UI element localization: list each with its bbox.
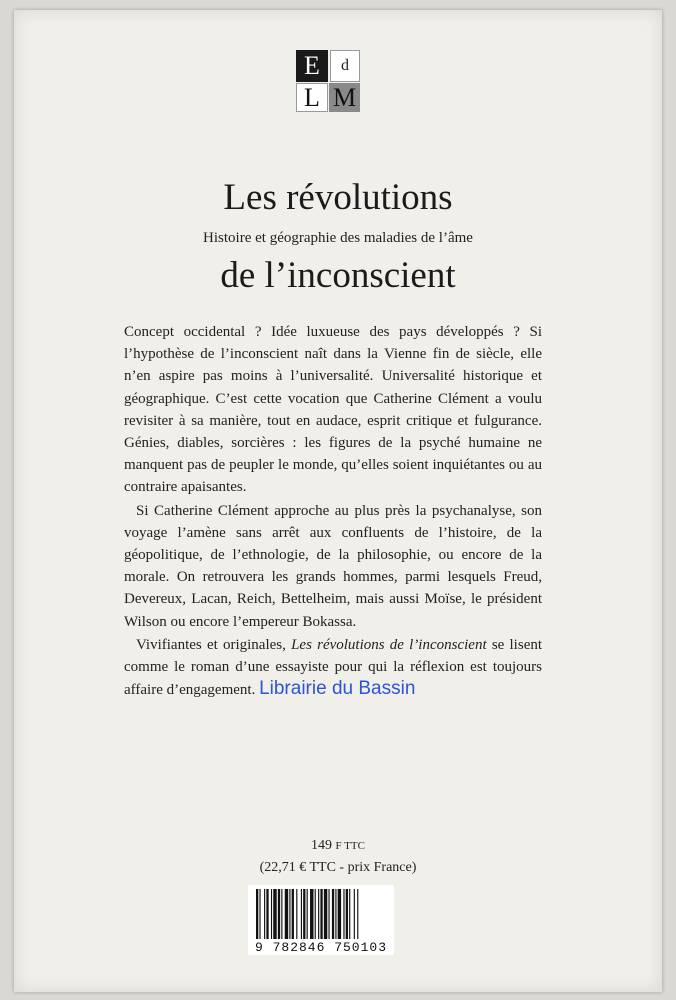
blurb-paragraph-3: [124, 634, 542, 702]
barcode-icon: [248, 885, 394, 943]
title-line-2: de l’inconscient: [220, 255, 456, 296]
blurb-paragraph-2: Si Catherine Clément approche au plus près la psychanalyse, son voyage l’amène sans arrêt aux confluents de l’histoire, de la géopolitique, de l’ethnologie, de la philosophie, ou encore de la morale. On retrouvera les grands hommes, parmi lesquels Freud, Devereux, Lacan, Reich, Bettelheim, mais aussi Moïse, le président Wilson ou encore l’empereur Bokassa.: [124, 502, 542, 630]
isbn-digits: 9 782846 750103: [254, 940, 388, 955]
paragraph-3-start: Vivifiantes et originales,: [136, 636, 286, 653]
barcode-bar: [320, 889, 322, 939]
barcode-bar: [281, 889, 282, 939]
barcode-bar: [289, 889, 290, 939]
price-value: 149: [311, 838, 333, 853]
barcode-bar: [266, 889, 268, 939]
barcode-bar: [349, 889, 350, 939]
barcode-bar: [271, 889, 272, 939]
blurb-paragraph-1: Concept occidental ? Idée luxueuse des pays développés ? Si l’hypothèse de l’inconscient naît dans la Vienne fin de siècle, elle n’en aspire pas moins à l’universalité. Universalité historique et géographique. C’est cette vocation que Catherine Clément a voulu revisiter à sa manière, tout en audace, esprit critique et fulgurance. Génies, diables, sorcières : les figures de la psyché humaine ne manquent pas de peupler le monde, qu’elles soient inquiétantes ou au contraire apaisantes.: [124, 324, 542, 496]
barcode-bar: [310, 889, 313, 939]
price-unit: F TTC: [335, 840, 365, 852]
blurb: [124, 321, 542, 701]
barcode-bar: [343, 889, 344, 939]
barcode-bar: [332, 889, 334, 939]
barcode-bar: [303, 889, 305, 939]
logo-letter-d: d: [330, 50, 360, 82]
paragraph-3-end: se lisent comme le roman d’une essayiste pour qui la réflexion est toujours affaire d’engagement.: [124, 636, 543, 699]
barcode-bar: [301, 889, 302, 939]
barcode-bar: [324, 889, 327, 939]
barcode-bar: [335, 889, 336, 939]
barcode-bar: [315, 889, 316, 939]
barcode-bar: [264, 889, 265, 939]
barcode-bar: [338, 889, 341, 939]
logo-letter-m: M: [329, 83, 360, 112]
barcode-bar: [307, 889, 308, 939]
barcode-bar: [256, 889, 258, 939]
title-line-1: Les révolutions: [223, 177, 453, 218]
barcode-bar: [259, 889, 260, 939]
barcode-bar: [292, 889, 294, 939]
barcode-bar: [285, 889, 288, 939]
barcode-bar: [278, 889, 280, 939]
barcode-bar: [354, 889, 355, 939]
publisher-logo: [296, 50, 362, 112]
subtitle: Histoire et géographie des maladies de l’âme: [203, 230, 473, 246]
barcode-bar: [328, 889, 329, 939]
bookstore-watermark: Librairie du Bassin: [259, 678, 416, 700]
barcode-bar: [273, 889, 276, 939]
logo-letter-e: E: [296, 50, 328, 82]
barcode-bar: [357, 889, 358, 939]
barcode-bar: [296, 889, 297, 939]
price-euros: (22,71 € TTC - prix France): [259, 860, 417, 875]
barcode-bar: [318, 889, 319, 939]
price-francs: [0, 838, 676, 854]
logo-letter-l: L: [296, 83, 328, 112]
book-title-italic: Les révolutions de l’inconscient: [291, 636, 487, 653]
barcode-bar: [346, 889, 348, 939]
